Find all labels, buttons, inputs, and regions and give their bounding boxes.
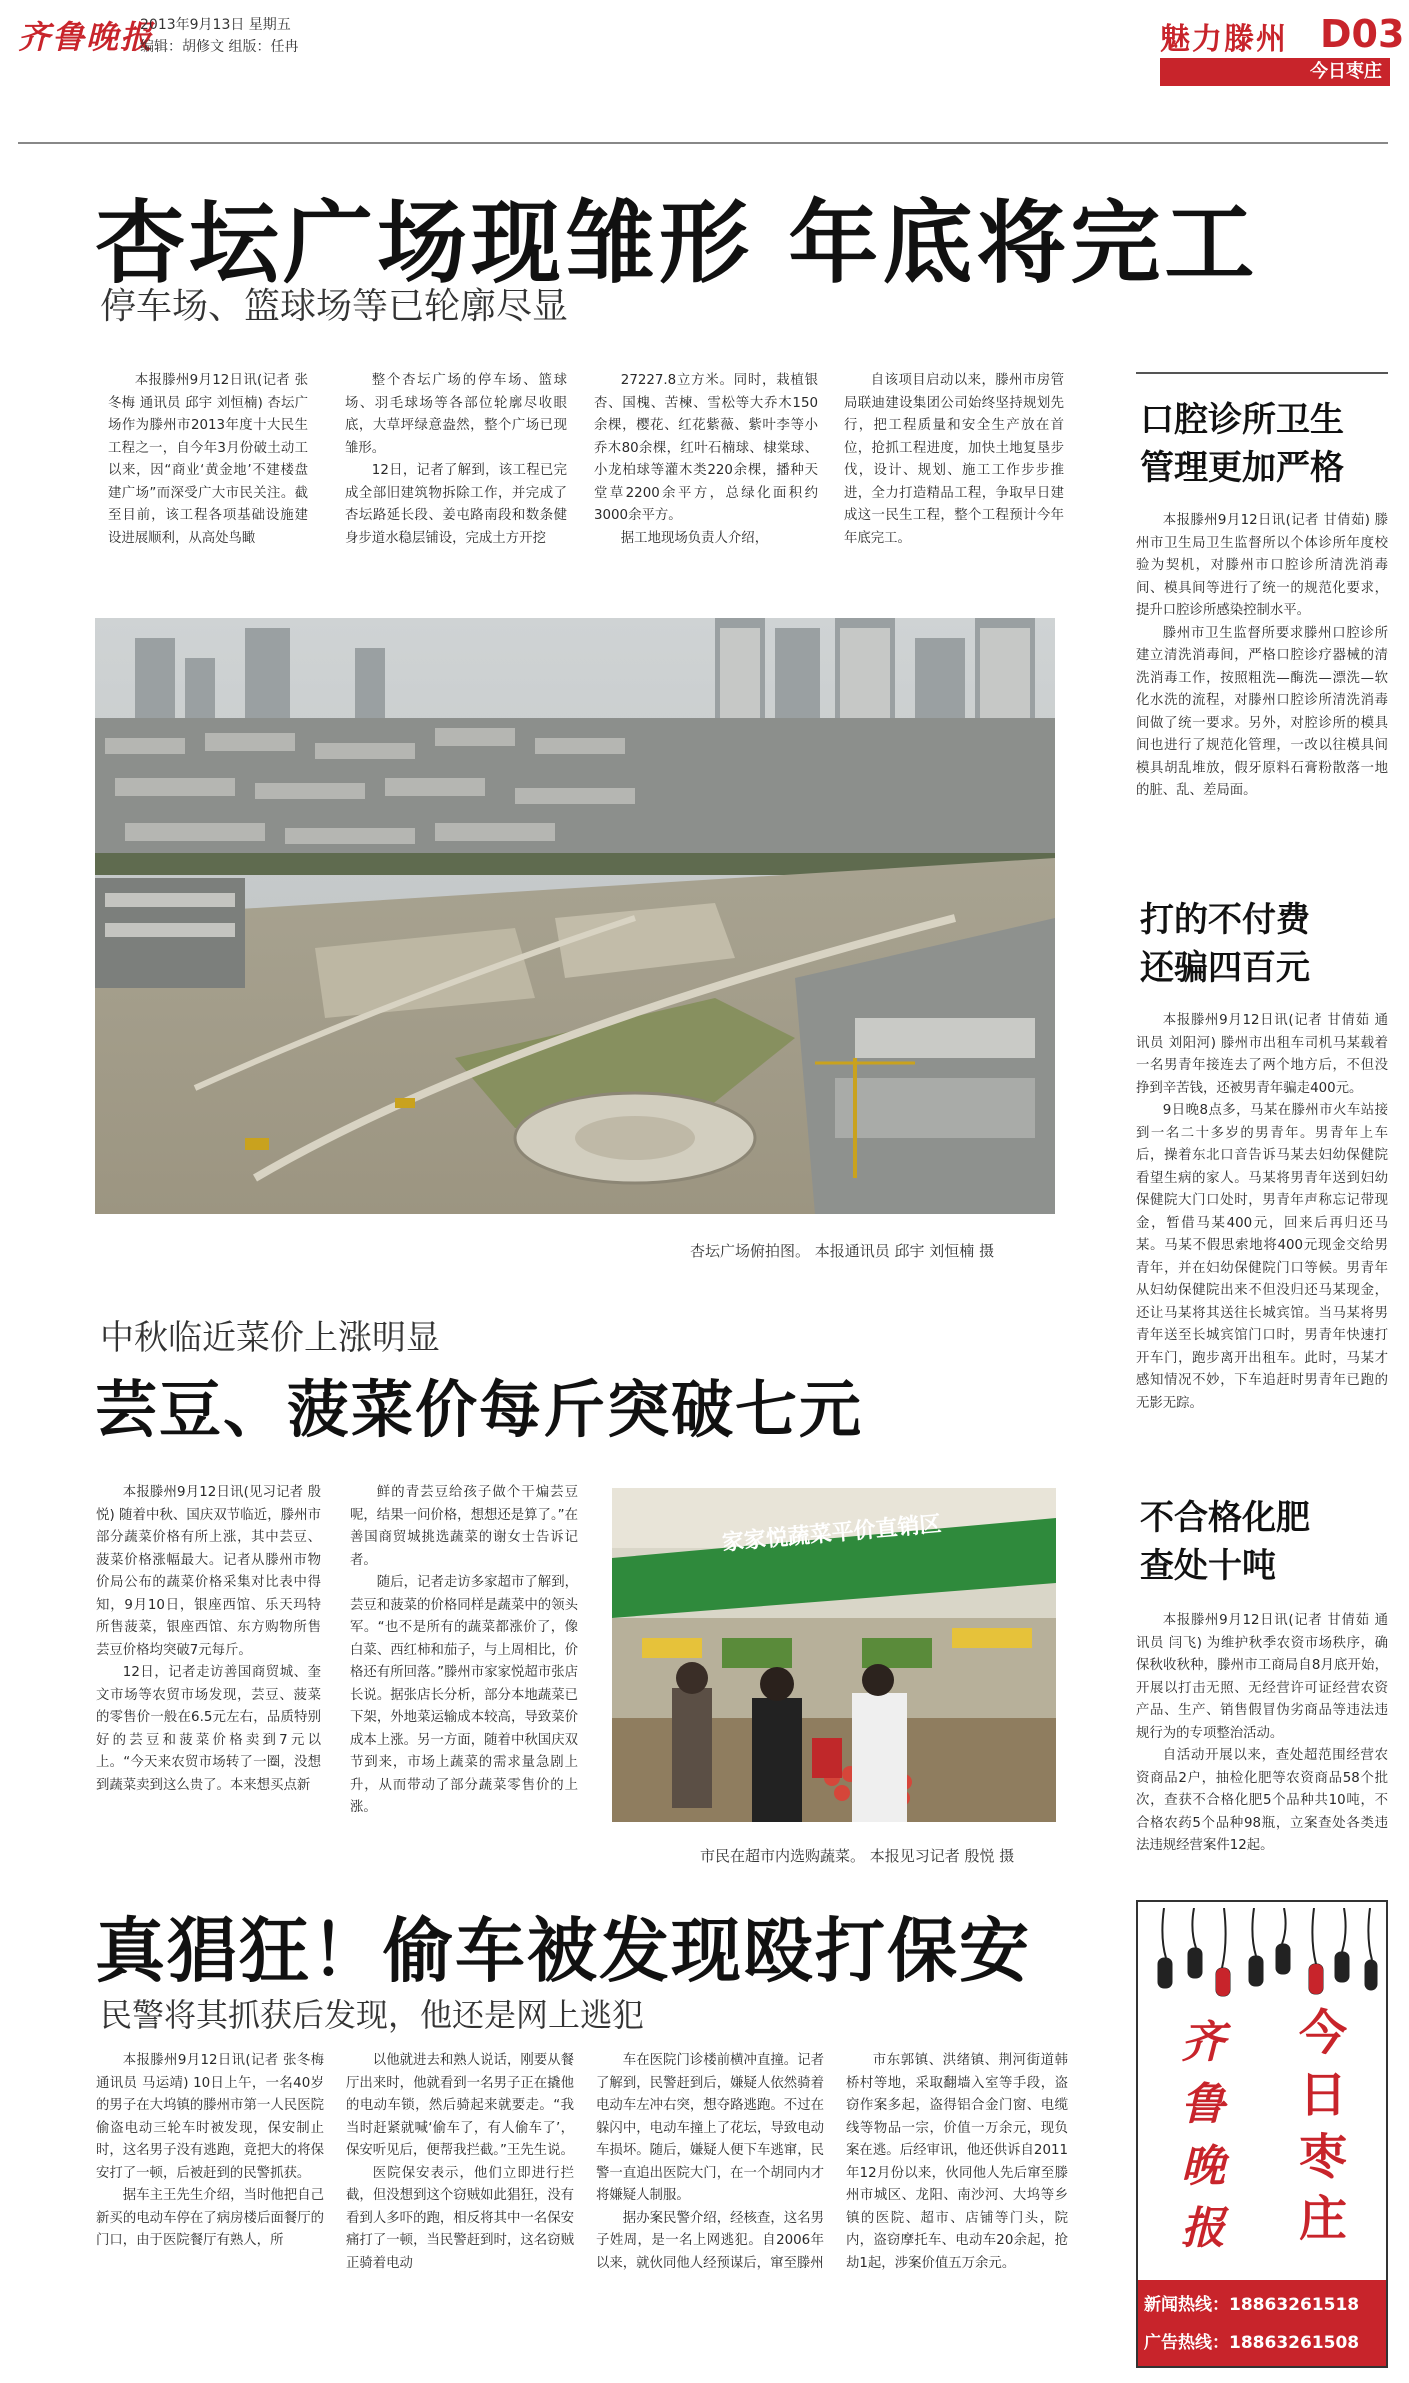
article1-col-4 bbox=[844, 370, 1064, 560]
paragraph: 本报滕州9月12日讯(见习记者 殷悦) 随着中秋、国庆双节临近，滕州市部分蔬菜价格有所上涨，其中芸豆、菠菜价格涨幅最大。记者从滕州市物价局公布的蔬菜价格采集对比表中得知，9月10日，银座西馆、乐天玛特所售菠菜，银座西馆、东方购物所售芸豆价格均突破7元每斤。 bbox=[96, 1485, 321, 1658]
supermarket-photo bbox=[612, 1488, 1056, 1822]
sidebar-rule bbox=[1136, 372, 1388, 374]
article2-col-2 bbox=[350, 1482, 578, 1852]
paragraph: 车在医院门诊楼前横冲直撞。记者了解到，民警赶到后，嫌疑人依然骑着电动车左冲右突，想夺路逃跑。不过在躲闪中，电动车撞上了花坛，导致电动车损坏。随后，嫌疑人便下车逃窜，民警一直追出医院大门，在一个胡同内才将嫌疑人制服。 bbox=[596, 2053, 824, 2203]
paragraph: 本报滕州9月12日讯(记者 张冬梅 通讯员 马运靖) 10日上午，一名40岁的男子在大坞镇的滕州市第一人民医院偷盗电动三轮车时被发现，保安制止时，这名男子没有逃跑，竟把大的将保安打了一顿，后被赶到的民警抓获。 bbox=[96, 2053, 324, 2181]
paragraph: 27227.8立方米。同时，栽植银杏、国槐、苦楝、雪松等大乔木150余棵，樱花、红花紫薇、紫叶李等小乔木80余棵，红叶石楠球、棣棠球、小龙柏球等灌木类220余棵，播种天堂草2200余平方，总绿化面积约3000余平方。 bbox=[594, 373, 818, 523]
article3-col-4 bbox=[846, 2050, 1068, 2370]
headline-line: 口腔诊所卫生 bbox=[1140, 400, 1344, 440]
paragraph: 随后，记者走访多家超市了解到，芸豆和菠菜的价格同样是蔬菜中的领头军。“也不是所有的蔬菜都涨价了，像白菜、西红柿和茄子，与上周相比，价格还有所回落。”滕州市家家悦超市张店长说。据张店长分析，部分本地蔬菜已下架，外地菜运输成本较高，导致菜价成本上涨。另一方面，随着中秋国庆双节到来，市场上蔬菜的需求量急剧上升，从而带动了部分蔬菜零售价的上涨。 bbox=[350, 1575, 578, 1815]
hotline-advertisement bbox=[1136, 1900, 1388, 2368]
ad-hotline: 广告热线：18863261508 bbox=[1144, 2333, 1360, 2353]
paragraph: 本报滕州9月12日讯(记者 甘倩茹) 滕州市卫生局卫生监督所以个体诊所年度校验为契机，对滕州市口腔诊所清洗消毒间、模具间等进行了统一的规范化要求，提升口腔诊所感染控制水平。 bbox=[1136, 513, 1388, 618]
headline-line: 打的不付费 bbox=[1140, 900, 1310, 940]
masthead-logo: 齐鲁晚报 bbox=[18, 18, 155, 56]
headline-line: 查处十吨 bbox=[1140, 1546, 1276, 1586]
supermarket-photo-caption: 市民在超市内选购蔬菜。 本报见习记者 殷悦 摄 bbox=[700, 1847, 1015, 1865]
plaza-aerial-photo bbox=[95, 618, 1055, 1214]
headline-line: 还骗四百元 bbox=[1140, 948, 1310, 988]
plaza-photo-caption: 杏坛广场俯拍图。 本报通讯员 邱宇 刘恒楠 摄 bbox=[690, 1242, 995, 1260]
brand-char: 报 bbox=[1181, 2203, 1225, 2254]
ad-brand-vertical bbox=[1178, 2012, 1228, 2260]
paragraph: 鲜的青芸豆给孩子做个干煸芸豆呢，结果一问价格，想想还是算了。”在善国商贸城挑选蔬菜的谢女士告诉记者。 bbox=[350, 1485, 578, 1568]
local-char: 庄 bbox=[1298, 2191, 1347, 2247]
side3-headline bbox=[1140, 1494, 1310, 1590]
article3-subheadline: 民警将其抓获后发现，他还是网上逃犯 bbox=[100, 1996, 645, 2034]
article3-headline: 真猖狂！偷车被发现殴打保安 bbox=[95, 1910, 1031, 1992]
paragraph: 滕州市卫生监督所要求滕州口腔诊所建立清洗消毒间，严格口腔诊疗器械的清洗消毒工作，按照粗洗—酶洗—漂洗—软化水洗的流程，对滕州口腔诊所清洗消毒间做了统一要求。另外，对腔诊所的模具间也进行了规范化管理，一改以往模具间模具胡乱堆放，假牙原料石膏粉散落一地的脏、乱、差局面。 bbox=[1136, 625, 1388, 798]
paragraph: 医院保安表示，他们立即进行拦截，但没想到这个窃贼如此猖狂，没有看到人多吓的跑，相反将其中一名保安痛打了一顿，当民警赶到时，这名窃贼正骑着电动 bbox=[346, 2165, 574, 2271]
local-char: 枣 bbox=[1298, 2129, 1347, 2185]
brand-char: 鲁 bbox=[1181, 2079, 1225, 2130]
paragraph: 本报滕州9月12日讯(记者 张冬梅 通讯员 邱宇 刘恒楠) 杏坛广场作为滕州市2013年度十大民生工程之一，自今年3月份破土动工以来，因“商业‘黄金地’不建楼盘建广场”而深受广大市民关注。截至目前，该工程各项基础设施建设进展顺利，从高处鸟瞰 bbox=[108, 373, 308, 546]
side1-body bbox=[1136, 510, 1388, 850]
headline-line: 管理更加严格 bbox=[1140, 448, 1344, 488]
paragraph: 据工地现场负责人介绍， bbox=[620, 530, 769, 546]
paragraph: 12日，记者走访善国商贸城、奎文市场等农贸市场发现，芸豆、菠菜的零售价一般在6.5元左右，品质特别好的芸豆和菠菜价格卖到7元以上。“今天来农贸市场转了一圈，没想到蔬菜卖到这么贵了。本来想买点新 bbox=[96, 1665, 321, 1793]
paragraph: 自活动开展以来，查处超范围经营农资商品2户，抽检化肥等农资商品58个批次，查获不合格化肥5个品种共10吨，不合格农药5个品种98瓶，立案查处各类违法违规经营案件12起。 bbox=[1136, 1748, 1388, 1853]
phone-handsets-icon bbox=[1144, 1908, 1380, 1998]
news-hotline: 新闻热线：18863261518 bbox=[1144, 2295, 1360, 2315]
paragraph: 整个杏坛广场的停车场、篮球场、羽毛球场等各部位轮廓尽收眼底，大草坪绿意盎然，整个广场已现雏形。 bbox=[345, 373, 567, 456]
ad-hotline-band bbox=[1138, 2280, 1386, 2366]
article2-kicker: 中秋临近菜价上涨明显 bbox=[100, 1318, 440, 1358]
masthead-meta bbox=[140, 14, 298, 58]
brand-char: 齐 bbox=[1181, 2017, 1225, 2068]
section-title: 魅力滕州 bbox=[1160, 22, 1288, 57]
article2-col-1 bbox=[96, 1482, 321, 1852]
local-char: 日 bbox=[1298, 2067, 1347, 2123]
article1-headline: 杏坛广场现雏形 年底将完工 bbox=[95, 191, 1259, 296]
side3-body bbox=[1136, 1610, 1388, 1880]
editor-credit: 编辑：胡修文 组版：任冉 bbox=[140, 39, 299, 55]
article1-col-1 bbox=[108, 370, 308, 560]
paragraph: 本报滕州9月12日讯(记者 甘倩茹 通讯员 闫飞) 为维护秋季农资市场秩序，确保秋收秋种，滕州市工商局自8月底开始，开展以打击无照、无经营许可证经营农资产品、生产、销售假冒伪劣商品等违法违规行为的专项整治活动。 bbox=[1136, 1613, 1388, 1741]
side2-headline bbox=[1140, 896, 1310, 992]
side2-body bbox=[1136, 1010, 1388, 1450]
paragraph: 据车主王先生介绍，当时他把自己新买的电动车停在了病房楼后面餐厅的门口，由于医院餐厅有熟人，所 bbox=[96, 2188, 324, 2248]
paragraph: 9日晚8点多，马某在滕州市火车站接到一名二十多岁的男青年。男青年上车后，操着东北口音告诉马某去妇幼保健院看望生病的家人。马某将男青年送到妇幼保健院大门口处时，男青年声称忘记带现金，暂借马某400元，回来后再归还马某。马某不假思索地将400元现金交给男青年，并在妇幼保健院门口等候。男青年从妇幼保健院出来不但没归还马某现金，还让马某将其送往长城宾馆。当马某将男青年送至长城宾馆门口时，男青年快速打开车门，跑步离开出租车。此时，马某才感知情况不妙，下车追赶时男青年已跑的无影无踪。 bbox=[1136, 1103, 1388, 1411]
article1-col-2 bbox=[345, 370, 567, 560]
ad-local-vertical bbox=[1288, 2002, 1358, 2250]
paragraph: 市东郭镇、洪绪镇、荆河街道韩桥村等地，采取翻墙入室等手段，盗窃作案多起，盗得铝合金门窗、电缆线等物品一宗，价值一万余元，现负案在逃。后经审讯，他还供诉自2011年12月份以来，伙同他人先后窜至滕州市城区、龙阳、南沙河、大坞等乡镇的医院、超市、店铺等门头，院内，盗窃摩托车、电动车20余起，抢劫1起，涉案价值五万余元。 bbox=[846, 2053, 1068, 2271]
subsection-band: 今日枣庄 bbox=[1160, 58, 1390, 86]
paragraph: 12日，记者了解到，该工程已完成全部旧建筑物拆除工作，并完成了杏坛路延长段、姜屯路南段和数条健身步道水稳层铺设，完成土方开挖 bbox=[345, 463, 567, 546]
article1-subheadline: 停车场、篮球场等已轮廓尽显 bbox=[100, 286, 569, 327]
page-number: D03 bbox=[1320, 12, 1405, 56]
paragraph: 据办案民警介绍，经核查，这名男子姓周，是一名上网逃犯。自2006年以来，就伙同他人经预谋后，窜至滕州 bbox=[596, 2210, 824, 2271]
header-rule bbox=[18, 142, 1388, 144]
local-char: 今 bbox=[1298, 2005, 1347, 2061]
paragraph: 以他就进去和熟人说话，刚要从餐厅出来时，他就看到一名男子正在撬他的电动车锁，然后骑起来就要走。“我当时赶紧就喊‘偷车了，有人偷车了’，保安听见后，便帮我拦截。”王先生说。 bbox=[346, 2053, 574, 2158]
issue-date: 2013年9月13日 星期五 bbox=[140, 17, 291, 33]
article3-col-3 bbox=[596, 2050, 824, 2370]
store-sign-text: 家家悦蔬菜平价直销区 bbox=[721, 1511, 943, 1556]
headline-line: 不合格化肥 bbox=[1140, 1498, 1310, 1538]
paragraph: 自该项目启动以来，滕州市房管局联迪建设集团公司始终坚持规划先行，把工程质量和安全生产放在首位，抢抓工程进度，加快土地复垦步伐，设计、规划、施工工作步步推进，全力打造精品工程，争取早日建成这一民生工程，整个工程预计今年年底完工。 bbox=[844, 373, 1064, 546]
article1-col-3 bbox=[594, 370, 818, 560]
paragraph: 本报滕州9月12日讯(记者 甘倩茹 通讯员 刘阳河) 滕州市出租车司机马某载着一名男青年接连去了两个地方后，不但没挣到辛苦钱，还被男青年骗走400元。 bbox=[1136, 1013, 1388, 1096]
article2-headline: 芸豆、菠菜价每斤突破七元 bbox=[95, 1373, 864, 1446]
article3-col-1 bbox=[96, 2050, 324, 2370]
side1-headline bbox=[1140, 396, 1344, 492]
article3-col-2 bbox=[346, 2050, 574, 2370]
brand-char: 晚 bbox=[1181, 2141, 1225, 2192]
